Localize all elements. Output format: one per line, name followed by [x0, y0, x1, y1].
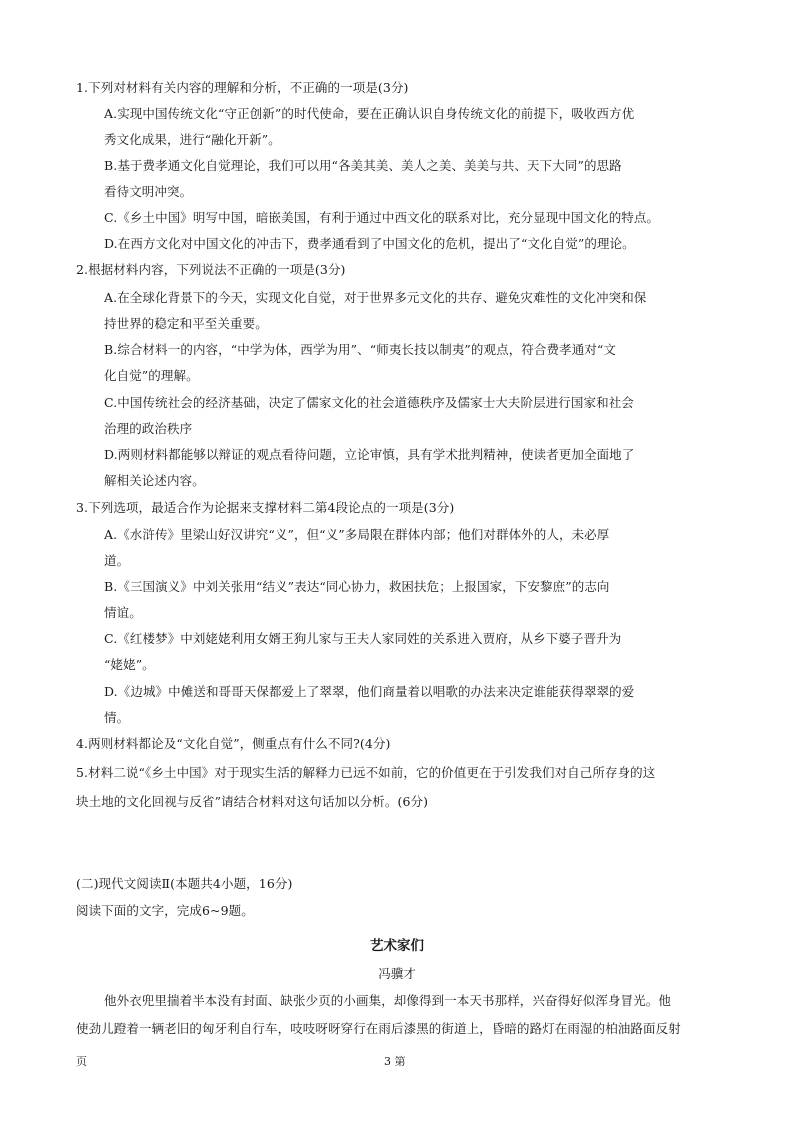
q2-option-d-cont: 解相关论述内容。: [104, 473, 205, 488]
q3-option-b-cont: 情谊。: [104, 605, 142, 620]
q1-option-a: A.实现中国传统文化“守正创新”的时代使命，要在正确认识自身传统文化的前提下，吸收西方优: [104, 106, 635, 121]
q3-option-d-cont: 情。: [104, 710, 130, 725]
q1-option-d: D.在西方文化对中国文化的冲击下，费孝通看到了中国文化的危机，提出了“文化自觉”的理论。: [104, 236, 635, 251]
q3-option-b: B.《三国演义》中刘关张用“结义”表达“同心协力，救困扶危；上报国家，下安黎庶”的志向: [104, 579, 610, 594]
q2-option-c-cont: 治理的政治秩序: [104, 421, 193, 436]
question-1-stem: 1.下列对材料有关内容的理解和分析，不正确的一项是(3分): [76, 80, 409, 95]
q2-option-b-cont: 化自觉”的理解。: [104, 368, 199, 383]
article-paragraph-line-2: 使劲儿蹬着一辆老旧的匈牙利自行车，吱吱呀呀穿行在雨后漆黑的街道上，昏暗的路灯在雨湿的柏油路面反射: [76, 1021, 681, 1036]
q2-option-a-cont: 持世界的稳定和平至关重要。: [104, 316, 268, 331]
question-4-stem: 4.两则材料都论及“文化自觉”，侧重点有什么不同?(4分): [76, 736, 391, 751]
q3-option-d: D.《边城》中傩送和哥哥天保都爱上了翠翠，他们商量着以唱歌的办法来决定谁能获得翠翠的爱: [104, 684, 635, 699]
q1-option-b: B.基于费孝通文化自觉理论，我们可以用“各美其美、美人之美、美美与共、天下大同”的思路: [104, 158, 622, 173]
question-3-stem: 3.下列选项，最适合作为论据来支撑材料二第4段论点的一项是(3分): [76, 500, 455, 515]
q3-option-a: A.《水浒传》里梁山好汉讲究“义”，但“义”多局限在群体内部；他们对群体外的人，未必厚: [104, 527, 610, 542]
article-paragraph-line-1: 他外衣兜里揣着半本没有封面、缺张少页的小画集，却像得到一本天书那样，兴奋得好似浑身冒光。他: [104, 993, 672, 1008]
q2-option-b: B.综合材料一的内容，“中学为体，西学为用”、“师夷长技以制夷”的观点，符合费孝通对“文: [104, 342, 617, 357]
q2-option-c: C.中国传统社会的经济基础，决定了儒家文化的社会道德秩序及儒家士大夫阶层进行国家和社会: [104, 395, 634, 410]
article-title: 艺术家们: [370, 938, 424, 954]
q2-option-d: D.两则材料都能够以辩证的观点看待问题，立论审慎，具有学术批判精神，使读者更加全面地了: [104, 447, 635, 462]
q2-option-a: A.在全球化背景下的今天，实现文化自觉，对于世界多元文化的共存、避免灾难性的文化冲突和保: [104, 290, 647, 305]
q1-option-b-cont: 看待文明冲突。: [104, 184, 193, 199]
page-number: 3 第: [384, 1055, 406, 1068]
question-2-stem: 2.根据材料内容，下列说法不正确的一项是(3分): [76, 262, 346, 277]
question-5-stem-cont: 块土地的文化回视与反省”请结合材料对这句话加以分析。(6分): [76, 794, 429, 809]
section-instruction: 阅读下面的文字，完成6~9题。: [76, 903, 254, 918]
q1-option-c: C.《乡土中国》明写中国，暗嵌美国，有利于通过中西文化的联系对比，充分显现中国文化的特点。: [104, 210, 660, 225]
q1-option-a-cont: 秀文化成果，进行“融化开新”。: [104, 132, 281, 147]
footer-left: 页: [76, 1055, 87, 1068]
q3-option-c: C.《红楼梦》中刘姥姥利用女婿王狗儿家与王夫人家同姓的关系进入贾府，从乡下婆子晋升为: [104, 631, 622, 646]
question-5-stem: 5.材料二说“《乡土中国》对于现实生活的解释力已远不如前，它的价值更在于引发我们对自己所存身的这: [76, 765, 656, 780]
q3-option-c-cont: “姥姥”。: [104, 657, 155, 672]
article-author: 冯骥才: [378, 966, 416, 981]
section-heading: (二)现代文阅读Ⅱ(本题共4小题，16分): [76, 876, 293, 891]
q3-option-a-cont: 道。: [104, 553, 130, 568]
